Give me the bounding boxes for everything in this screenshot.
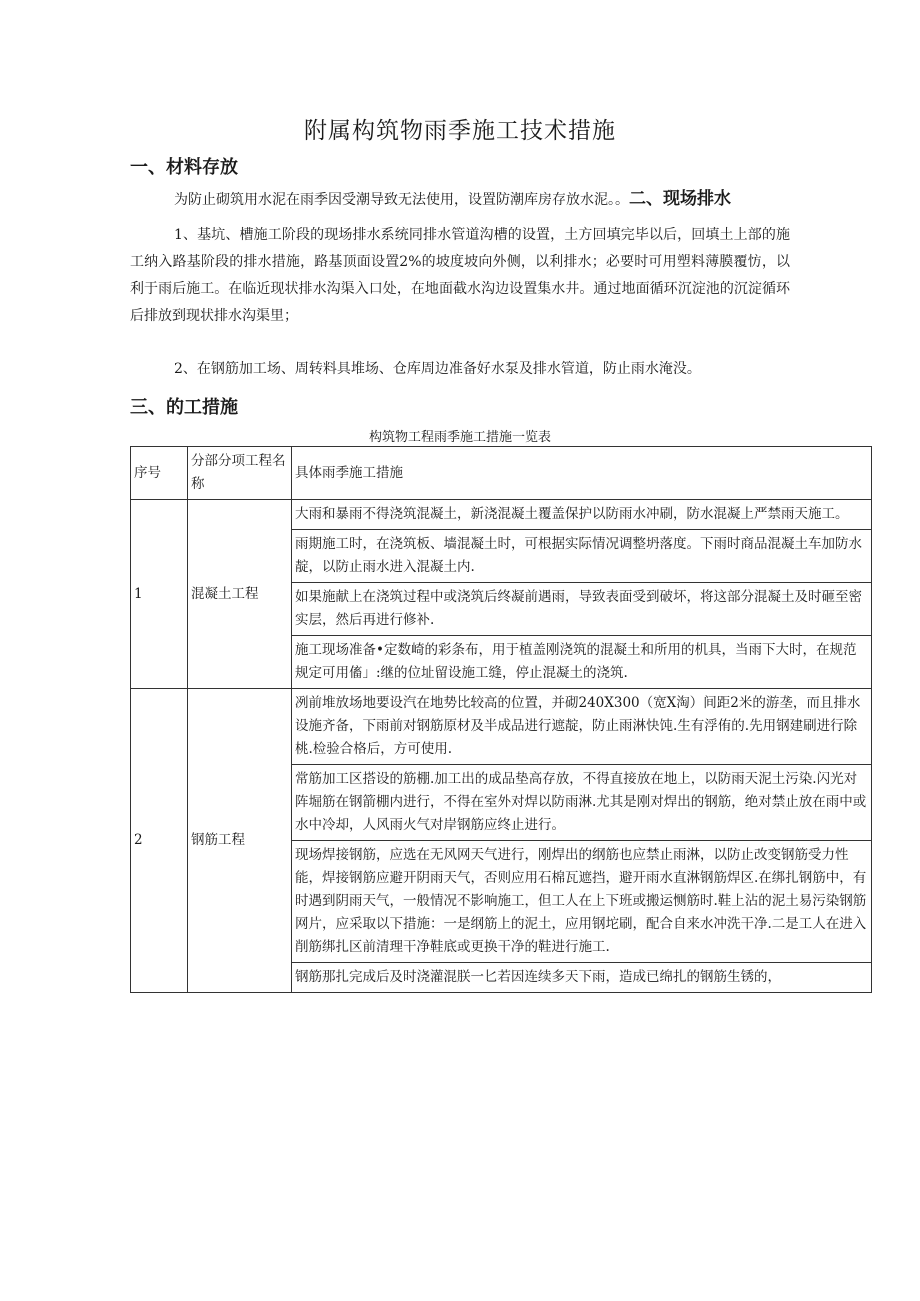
table-row: [131, 689, 872, 765]
header-measures: 具体雨季施工措施: [292, 447, 872, 500]
measure-cell: 施工现场准备•定数崎的彩条布，用于植盖刚浇筑的混凝土和所用的机具，当雨下大时，在规范规定可用傗」:继的位址留设施工缝，停止混凝土的浇筑.: [292, 636, 872, 689]
row-category: 混凝土工程: [188, 500, 292, 689]
table-row: [131, 500, 872, 530]
section2-paragraph-2: 2、在钢筋加工场、周转料具堆场、仓库周边准备好水泵及排水管道，防止雨水淹没。: [174, 361, 701, 377]
section2-heading: 二、现场排水: [629, 189, 731, 209]
section1-paragraph-text: 为防止砌筑用水泥在雨季因受潮导致无法使用，设置防潮库房存放水泥。。: [174, 192, 629, 208]
measure-cell: 大雨和暴雨不得浇筑混凝土，新浇混凝土覆盖保护以防雨水冲刷，防水混凝上严禁雨天施工。: [292, 500, 872, 530]
measure-cell: 冽前堆放场地要设汽在地势比较高的位置，并砌240X300（宽X淘）间距2米的游垄，而且排水设施齐备，下雨前对钢筋原材及半成品进行遮靛，防止雨淋快饨.生有浮侑的.先用钢建刷进行除桃.检验合格后，方可使用.: [292, 689, 872, 765]
measure-cell: 雨期施工时，在浇筑板、墙混凝土时，可根据实际情况调整坍落度。下雨时商品混凝土车加防水靛，以防止雨水进入混凝土内.: [292, 530, 872, 583]
measure-cell: 钢筋那扎完成后及时浇灌混朕一匕若因连续多天下雨，造成已绵扎的钢筋生锈的，: [292, 963, 872, 993]
measures-table: [130, 446, 872, 993]
header-name: 分部分项工程名称: [188, 447, 292, 500]
row-number: 1: [131, 500, 188, 689]
document-title: 附属构筑物雨季施工技术措施: [304, 118, 616, 144]
measure-cell: 常筋加工区搭设的筋棚.加工出的成品垫高存放，不得直接放在地上，以防雨天泥土污染.闪光对阵堀筋在钢箭棚内进行，不得在室外对焊以防雨淋.尤其是刚对焊出的钢筋，绝对禁止放在雨中或水中冷却，人风雨火气对岸钢筋应终止进行。: [292, 765, 872, 841]
table-caption: 构筑物工程雨季施工措施一览表: [368, 430, 551, 445]
section1-heading: 一、材料存放: [130, 157, 238, 178]
row-category: 钢筋工程: [188, 689, 292, 993]
measure-cell: 现场焊接钢筋，应选在无风网天气进行，刚焊出的纲筋也应禁止雨淋，以防止改变钢筋受力性能，焊接钢筋应避开阴雨天气，否则应用石棉瓦遮挡，避开雨水直淋钢筋焊区.在绑扎钢筋中，有时遇到阴雨天气，一般情况不影响施工，但工人在上下班或搬运恻筋时.鞋上沾的泥土易污染钢筋网片，应采取以下措施：一是纲筋上的泥土，应用钢坨刷，配合自来水冲洗干净.二是工人在进入削筋绑扎区前清理干净鞋底或更换干净的鞋进行施工.: [292, 841, 872, 963]
section3-heading: 三、的工措施: [130, 397, 238, 418]
table-header-row: [131, 447, 872, 500]
row-number: 2: [131, 689, 188, 993]
section1-paragraph: [130, 186, 790, 214]
measure-cell: 如果施献上在浇筑过程中或浇筑后终凝前遇雨，导致表面受到破坏，将这部分混凝土及时砸至密实层，然后再进行修补.: [292, 583, 872, 636]
section2-paragraph-1: 1、基坑、槽施工阶段的现场排水系统同排水管道沟槽的设置，土方回填完毕以后，回填土上部的施工纳入路基阶段的排水措施，路基顶面设置2%的坡度坡向外侧，以利排水；必要时可用塑料薄膜覆㤃，以利于雨后施工。在临近现状排水沟渠入口处，在地面截水沟边设置集水井。通过地面循环沉淀池的沉淀循环后排放到现状排水沟渠里；: [130, 227, 790, 324]
header-no: 序号: [131, 447, 188, 500]
